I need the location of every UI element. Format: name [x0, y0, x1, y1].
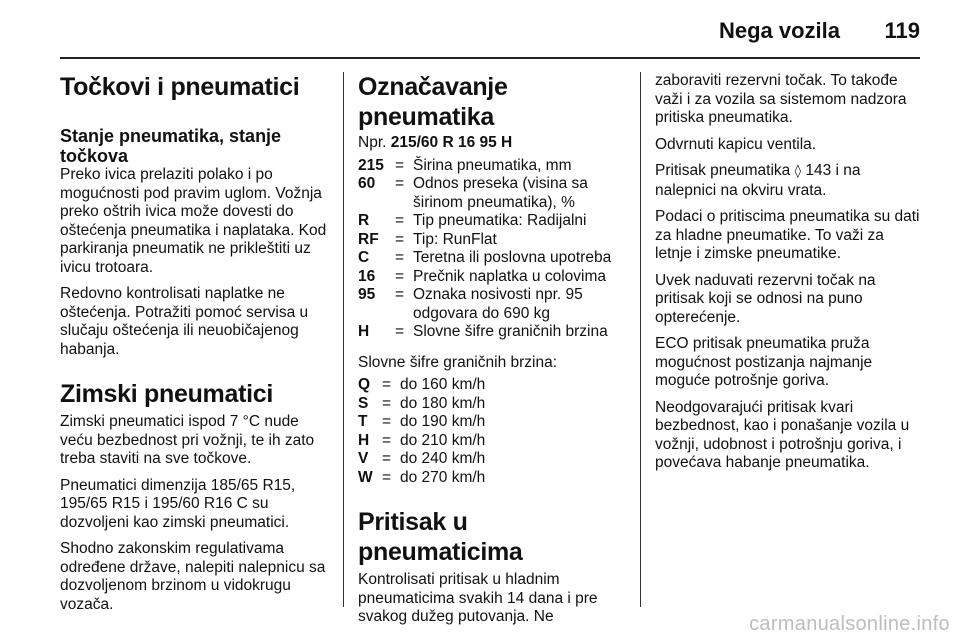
speed-row	[358, 376, 626, 395]
equals-sign: =	[382, 468, 392, 486]
heading-tires-wheels: Točkovi i pneumatici	[60, 73, 300, 101]
reference-text: Pritisak pneumatika	[655, 162, 791, 179]
abbreviation-value: Slovne šifre graničnih brzina	[413, 323, 608, 340]
speed-row	[358, 432, 626, 451]
abbreviation-value: Tip pneumatika: Radijalni	[413, 212, 587, 229]
paragraph: ECO pritisak pneumatika pruža mogućnost postizanja najmanje moguće potrošnje goriva.	[655, 335, 873, 389]
column-3	[655, 72, 921, 481]
abbreviation-row	[358, 268, 626, 287]
abbreviation-row	[358, 249, 626, 268]
paragraph: Odvrnuti kapicu ventila.	[655, 135, 817, 153]
section-title: Nega vozila	[718, 18, 840, 43]
abbreviation-key: 215	[358, 156, 384, 174]
speed-key: V	[358, 450, 369, 467]
equals-sign: =	[382, 376, 392, 393]
column-2	[358, 72, 626, 635]
example-line	[358, 134, 626, 153]
abbreviation-key: C	[358, 249, 370, 266]
heading-tire-pressure: Pritisak u pneumaticima	[358, 508, 523, 566]
abbreviation-key: 16	[358, 267, 376, 285]
equals-sign: =	[382, 394, 392, 412]
abbreviation-row	[358, 212, 626, 231]
speed-table	[358, 376, 626, 487]
speed-row	[358, 450, 626, 469]
speed-value: do 270 km/h	[400, 468, 486, 486]
column-divider-2	[640, 72, 641, 607]
paragraph: Redovno kontrolisati naplatke ne oštećenja. Potražiti pomoć servisa u slučaju oštećenja ili neuobičajenog habanja.	[60, 285, 309, 358]
paragraph: Neodgovarajući pritisak kvari bezbednost, kao i ponašanje vozila u vožnji, udobnost i potrošnju goriva, i povećava habanje pneumatika.	[655, 398, 910, 471]
paragraph-with-reference	[655, 162, 921, 200]
abbreviation-row	[358, 231, 626, 250]
paragraph: Kontrolisati pritisak u hladnim pneumaticima svakih 14 dana i pre svakog dužeg putovanja. Ne	[358, 571, 598, 625]
column-divider-1	[343, 72, 344, 607]
page-header	[0, 0, 960, 52]
abbreviation-row	[358, 175, 626, 212]
speed-row	[358, 469, 626, 488]
paragraph: Pneumatici dimenzija 185/65 R15, 195/65 R15 i 195/60 R16 C su dozvoljeni kao zimski pneumatici.	[60, 476, 296, 531]
equals-sign: =	[382, 431, 392, 449]
abbreviation-key: RF	[358, 230, 379, 248]
equals-sign: =	[395, 323, 405, 340]
abbreviation-table	[358, 157, 626, 342]
equals-sign: =	[395, 175, 405, 192]
speed-key: S	[358, 394, 369, 412]
abbreviation-value: Širina pneumatika, mm	[413, 156, 572, 174]
paragraph: Uvek naduvati rezervni točak na pritisak koji se odnosi na puno opterećenje.	[655, 271, 876, 326]
equals-sign: =	[395, 156, 405, 174]
speed-value: do 240 km/h	[400, 450, 486, 467]
speed-row	[358, 413, 626, 432]
speed-value: do 160 km/h	[400, 376, 486, 393]
equals-sign: =	[382, 413, 392, 430]
watermark: carmanualsonline.info	[749, 613, 950, 635]
example-code: 215/60 R 16 95 H	[390, 134, 513, 151]
speed-key: H	[358, 431, 370, 449]
paragraph: Zimski pneumatici ispod 7 °C nude veću bezbednost pri vožnji, te ih zato treba staviti na sve točkove.	[60, 413, 315, 467]
paragraph: Shodno zakonskim regulativama određene države, nalepiti nalepnicu sa dozvoljenom brzinom u vidokrugu vozača.	[60, 540, 326, 613]
equals-sign: =	[395, 286, 405, 303]
abbreviation-row	[358, 286, 626, 323]
abbreviation-key: R	[358, 212, 370, 229]
abbreviation-key: H	[358, 323, 370, 340]
equals-sign: =	[395, 230, 405, 248]
abbreviation-row	[358, 323, 626, 342]
paragraph: Podaci o pritiscima pneumatika su dati za hladne pneumatike. To važi za letnje i zimske pneumatike.	[655, 208, 920, 262]
example-prefix: Npr.	[358, 134, 387, 151]
page-reference-arrow-icon: ◊	[794, 164, 802, 179]
speed-intro: Slovne šifre graničnih brzina:	[358, 353, 558, 371]
paragraph: zaboraviti rezervni točak. To takođe važi i za vozila sa sistemom nadzora pritiska pneumatika.	[655, 72, 907, 126]
speed-key: T	[358, 413, 368, 430]
header-rule	[60, 57, 920, 59]
abbreviation-value: Odnos preseka (visina sa širinom pneumatika), %	[413, 175, 588, 211]
paragraph: Preko ivica prelaziti polako i po mogućnosti pod pravim uglom. Vožnja preko oštrih ivica može dovesti do oštećenja pneumatika i naplataka. Kod parkiranja pneumatik ne prikleštiti uz ivicu trotoara.	[60, 166, 327, 276]
heading-winter-tires: Zimski pneumatici	[60, 380, 274, 408]
heading-tire-condition: Stanje pneumatika, stanje točkova	[60, 126, 282, 166]
abbreviation-value: Prečnik naplatka u colovima	[413, 267, 606, 285]
speed-row	[358, 395, 626, 414]
equals-sign: =	[395, 249, 405, 266]
equals-sign: =	[395, 212, 405, 229]
speed-value: do 210 km/h	[400, 431, 486, 449]
abbreviation-row	[358, 157, 626, 176]
reference-text: 143 i na nalepnici na okviru vrata.	[655, 162, 861, 199]
speed-key: Q	[358, 376, 371, 393]
page-number: 119	[884, 18, 920, 43]
speed-value: do 180 km/h	[400, 394, 486, 412]
speed-value: do 190 km/h	[400, 413, 486, 430]
heading-tire-marking: Označavanje pneumatika	[358, 73, 508, 131]
abbreviation-key: 95	[358, 286, 376, 303]
column-1	[60, 72, 328, 622]
abbreviation-value: Tip: RunFlat	[413, 230, 497, 248]
equals-sign: =	[382, 450, 392, 467]
abbreviation-key: 60	[358, 175, 376, 192]
speed-key: W	[358, 468, 373, 486]
abbreviation-value: Teretna ili poslovna upotreba	[413, 249, 612, 266]
equals-sign: =	[395, 267, 405, 285]
abbreviation-value: Oznaka nosivosti npr. 95 odgovara do 690 kg	[413, 286, 583, 322]
